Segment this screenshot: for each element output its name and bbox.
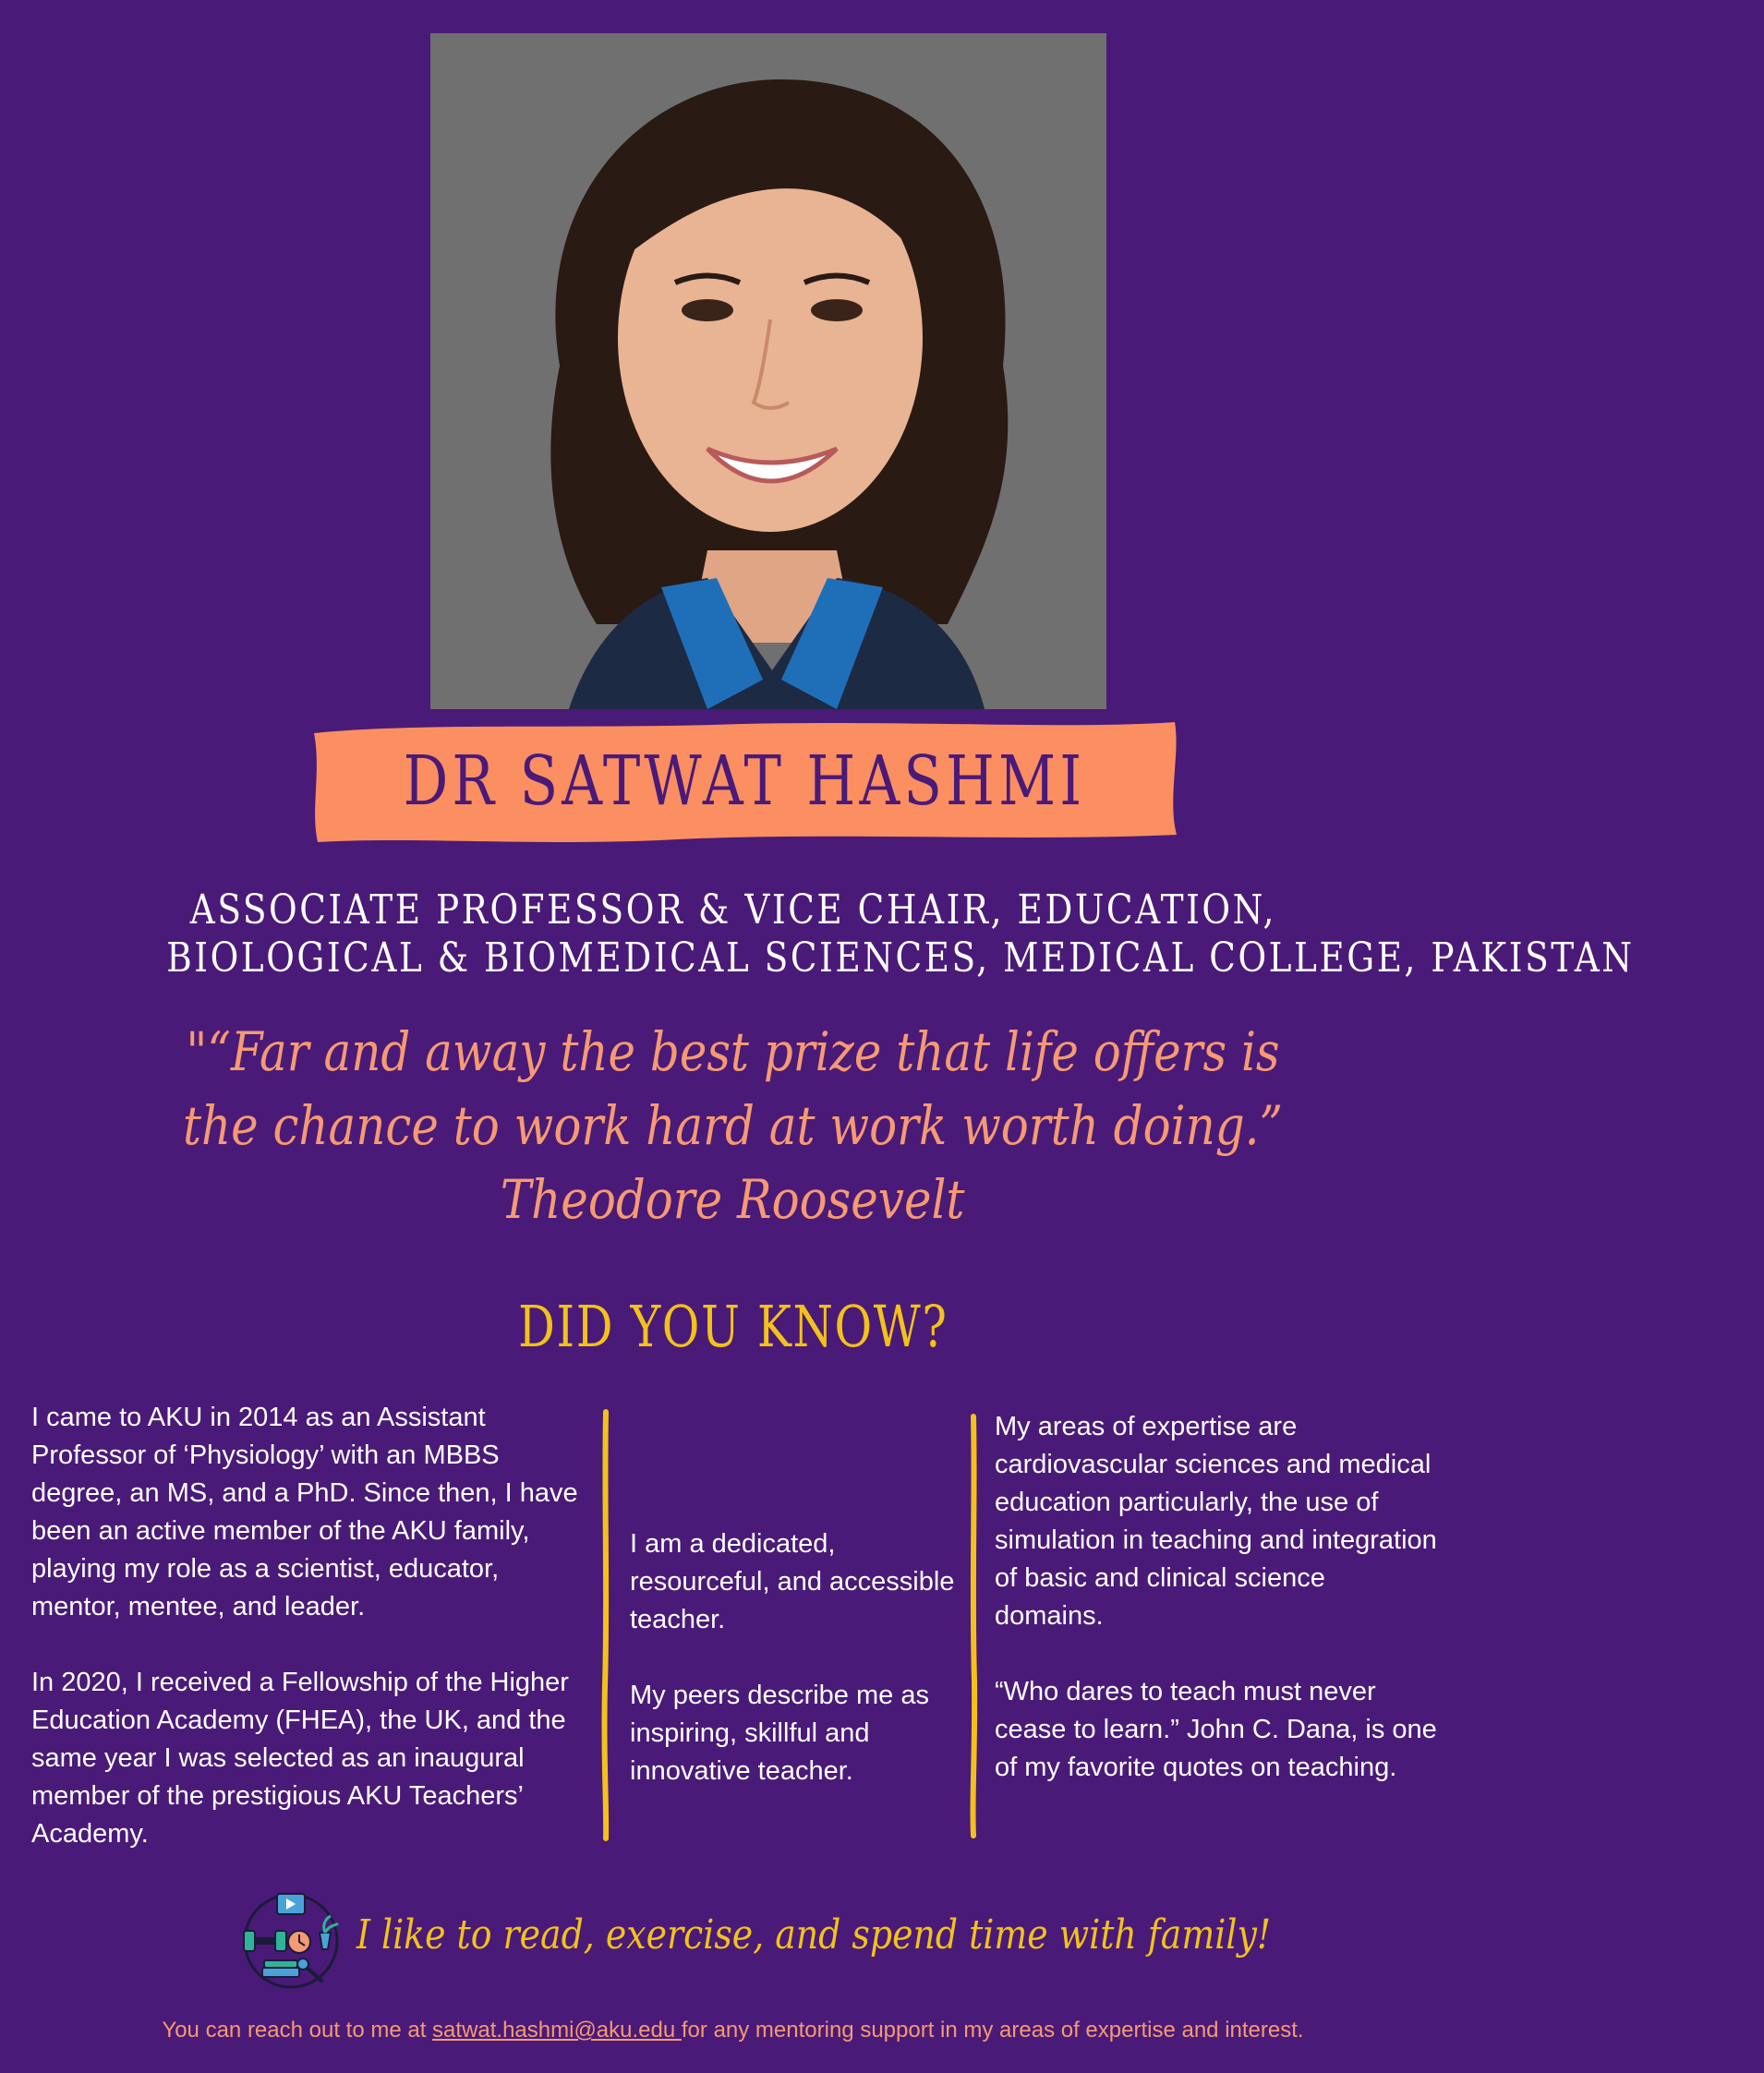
email-link[interactable]: satwat.hashmi@aku.edu xyxy=(432,2018,682,2043)
footer-text-after: for any mentoring support in my areas of expertise and interest. xyxy=(681,2018,1304,2043)
footer-text-before: You can reach out to me at xyxy=(162,2018,433,2043)
contact-footer xyxy=(0,2018,1466,2043)
info-column-2 xyxy=(630,1525,972,1790)
info-paragraph: My peers describe me as inspiring, skillful and innovative teacher. xyxy=(630,1681,929,1786)
profile-name: DR SATWAT HASHMI xyxy=(403,741,1086,821)
info-paragraph: “Who dares to teach must never cease to learn.” John C. Dana, is one of my favorite quotes on teaching. xyxy=(995,1677,1437,1782)
column-divider xyxy=(966,1413,981,1839)
name-banner xyxy=(308,717,1180,846)
hobby-text: I like to read, exercise, and spend time with family! xyxy=(356,1911,1272,1959)
quote-line-1: "“Far and away the best prize that life offers is xyxy=(186,1020,1280,1083)
info-paragraph: I came to AKU in 2014 as an Assistant Professor of ‘Physiology’ with an MBBS degree, an MS, and a PhD. Since then, I have been an active member of the AKU family, playing my role as a scientist, educator, mentor, mentee, and leader. xyxy=(31,1403,578,1621)
profile-photo xyxy=(430,33,1106,709)
role-line-2: BIOLOGICAL & BIOMEDICAL SCIENCES, MEDICAL COLLEGE, PAKISTAN xyxy=(166,934,1635,982)
hobbies-icon xyxy=(238,1888,344,1994)
info-paragraph: In 2020, I received a Fellowship of the Higher Education Academy (FHEA), the UK, and the same year I was selected as an inaugural member of the prestigious AKU Teachers’ Academy. xyxy=(31,1668,569,1849)
info-paragraph: My areas of expertise are cardiovascular sciences and medical education particularly, the use of simulation in teaching and integration of basic and clinical science domains. xyxy=(995,1412,1437,1631)
info-column-3 xyxy=(995,1408,1438,1787)
info-column-1 xyxy=(31,1399,586,1853)
quote-author: Theodore Roosevelt xyxy=(501,1168,965,1231)
info-paragraph: I am a dedicated, resourceful, and accessible teacher. xyxy=(630,1529,955,1634)
column-divider xyxy=(598,1408,613,1842)
quote-line-2: the chance to work hard at work worth doing.” xyxy=(182,1094,1284,1157)
did-you-know-heading: DID YOU KNOW? xyxy=(517,1293,948,1360)
role-line-1: ASSOCIATE PROFESSOR & VICE CHAIR, EDUCATION, xyxy=(189,886,1276,934)
